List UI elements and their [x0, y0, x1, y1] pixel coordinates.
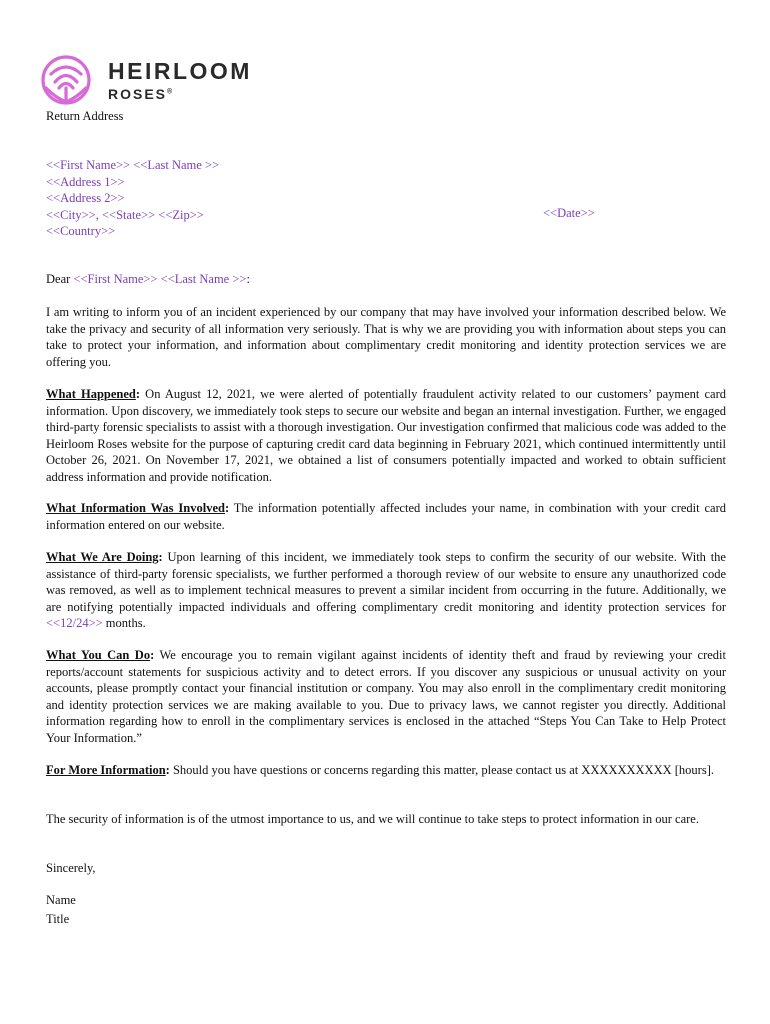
- signoff: Sincerely,: [46, 861, 96, 875]
- more-information-section: For More Information: Should you have questions or concerns regarding this matter, please contact us at XXXXXXXXXX [hours].: [46, 763, 714, 777]
- what-happened-section: What Happened: On August 12, 2021, we were alerted of potentially fraudulent activity related to our customers’ payment card information. Upon discovery, we immediately took steps to secure our website and began an internal investigation. Further, we engaged third-party forensic specialists to assist with a thorough investigation. Our investigation confirmed that malicious code was added to the Heirloom Roses website for the purpose of capturing credit card data beginning in February 2021, which continued intermittently until October 26, 2021. On November 17, 2021, we obtained a list of consumers potentially impacted and worked to obtain sufficient address information and provide notification.: [46, 387, 726, 484]
- what-you-can-do-section: What You Can Do: We encourage you to remain vigilant against incidents of identity theft and fraud by reviewing your credit reports/account statements for suspicious activity and to detect errors. If you discover any suspicious or unusual activity on your accounts, please promptly contact your financial institution or company. You may also enroll in the complimentary credit monitoring and identity protection services we are making available to you. Due to privacy laws, we cannot register you directly. Additional information regarding how to enroll in the complimentary services is enclosed in the attached “Steps You Can Take to Help Protect Your Information.”: [46, 648, 726, 745]
- what-you-can-do-heading: What You Can Do: [46, 648, 151, 662]
- intro-paragraph: I am writing to inform you of an incident experienced by our company that may have involved your information described below. We take the privacy and security of all information very seriously. That is why we are providing you with information about steps you can take to protect your information, and information about complimentary credit monitoring and identity protection services we are offering you.: [46, 305, 726, 369]
- what-happened-heading: What Happened: [46, 387, 136, 401]
- letter-date: <<Date>>: [543, 206, 595, 220]
- return-address: Return Address: [46, 109, 124, 123]
- rose-logo-icon: [36, 54, 96, 106]
- greeting-name: <<First Name>> <<Last Name >>: [73, 272, 247, 286]
- more-information-heading: For More Information: [46, 763, 166, 777]
- information-involved-heading: What Information Was Involved: [46, 501, 225, 515]
- what-we-are-doing-section: What We Are Doing: Upon learning of this incident, we immediately took steps to confirm the security of our website. With the assistance of third-party forensic specialists, we further performed a thorough review of our website to ensure any unauthorized code was removed, as well as to implement technical measures to prevent a similar incident from occurring in the future. Additionally, we are notifying potentially impacted individuals and offering complimentary credit monitoring and identity protection services for <<12/24>> months.: [46, 550, 726, 630]
- brand-name-line2: ROSES®: [108, 86, 173, 102]
- recipient-address2: <<Address 2>>: [46, 191, 125, 205]
- recipient-city-state-zip: <<City>>, <<State>> <<Zip>>: [46, 207, 204, 222]
- brand-name-line1: HEIRLOOM: [108, 58, 252, 84]
- signer-name: Name: [46, 893, 76, 907]
- months-placeholder: <<12/24>>: [46, 616, 103, 630]
- recipient-country: <<Country>>: [46, 224, 116, 238]
- closing-paragraph: The security of information is of the utmost importance to us, and we will continue to take steps to protect information in our care.: [46, 812, 699, 826]
- what-we-are-doing-heading: What We Are Doing: [46, 550, 159, 564]
- information-involved-section: What Information Was Involved: The information potentially affected includes your name, in combination with your credit card information entered on our website.: [46, 501, 726, 532]
- heirloom-roses-logo: [36, 54, 296, 106]
- signer-title: Title: [46, 912, 70, 926]
- recipient-name: <<First Name>> <<Last Name >>: [46, 158, 220, 172]
- recipient-address1: <<Address 1>>: [46, 174, 125, 189]
- greeting: Dear <<First Name>> <<Last Name >>:: [46, 272, 250, 286]
- registered-mark: ®: [167, 88, 173, 96]
